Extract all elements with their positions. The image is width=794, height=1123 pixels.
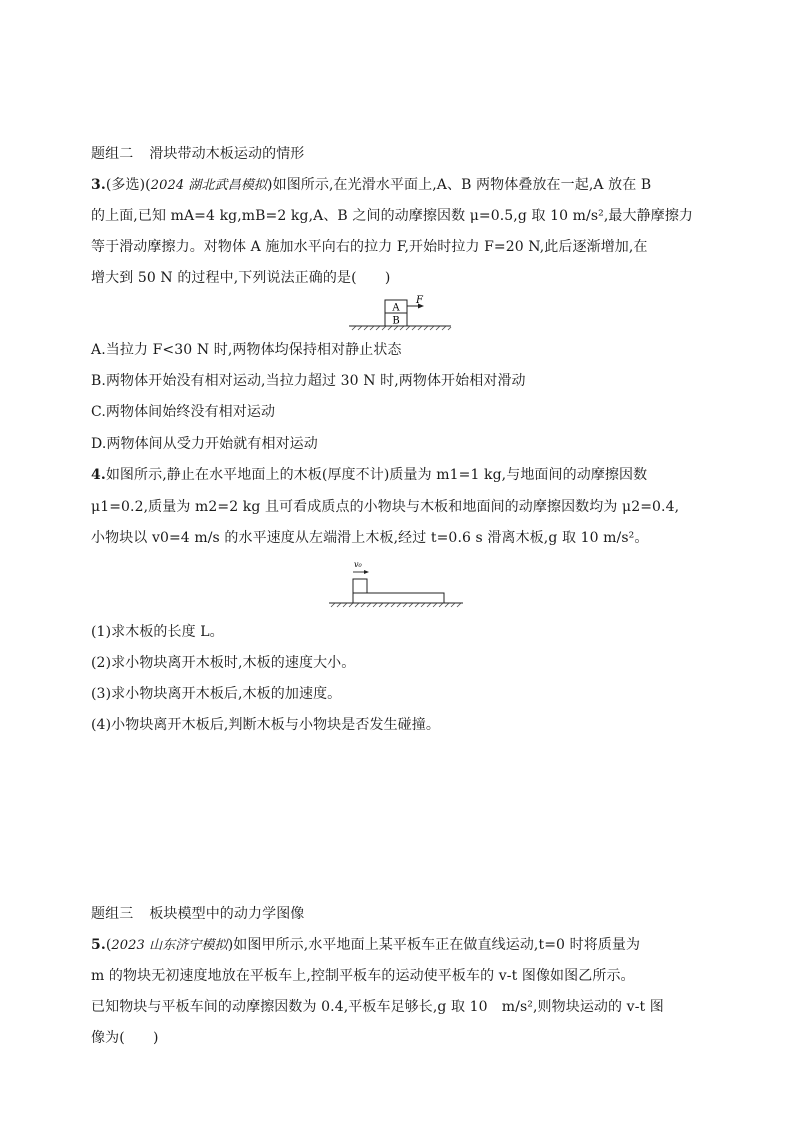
q5-line-1-pre: ( — [105, 937, 112, 953]
q3-line-1-pre: (多选)( — [105, 177, 151, 193]
q5-line-1 — [91, 935, 711, 956]
wooden-board — [353, 593, 444, 603]
q3-option-c: C.两物体间始终没有相对运动 — [91, 404, 276, 420]
section-2-header — [91, 144, 711, 164]
q4-part-3: (3)求小物块离开木板后,木板的加速度。 — [91, 686, 342, 702]
section-2-title: 滑块带动木板运动的情形 — [149, 146, 305, 162]
block-b-label: B — [392, 315, 400, 327]
q3-line-1-post: )如图所示,在光滑水平面上,A、B 两物体叠放在一起,A 放在 B — [267, 177, 652, 193]
q4-line-1-text: 如图所示,静止在水平地面上的木板(厚度不计)质量为 m1=1 kg,与地面间的动摩擦因数 — [105, 467, 648, 483]
q4-part-4: (4)小物块离开木板后,判断木板与小物块是否发生碰撞。 — [91, 717, 440, 733]
section-3-header — [91, 904, 711, 924]
velocity-label: v₀ — [354, 560, 362, 569]
q5-line-2: m 的物块无初速度地放在平板车上,控制平板车的运动使平板车的 v-t 图像如图乙所示。 — [91, 968, 635, 984]
q3-option-d: D.两物体间从受力开始就有相对运动 — [91, 436, 318, 452]
q5-number: 5. — [91, 937, 106, 953]
q5-line-1-post: )如图甲所示,水平地面上某平板车正在做直线运动,t=0 时将质量为 — [227, 937, 641, 953]
q3-line-2: 的上面,已知 mA=4 kg,mB=2 kg,A、B 之间的动摩擦因数 μ=0.5,g 取 10 m/s²,最大静摩擦力 — [91, 208, 694, 224]
section-3-title: 板块模型中的动力学图像 — [149, 906, 305, 922]
q4-line-1 — [91, 465, 711, 485]
q3-source: 2024 湖北武昌模拟 — [150, 178, 268, 193]
q5-line-3: 已知物块与平板车间的动摩擦因数为 0.4,平板车足够长,g 取 10 m/s²,则物块运动的 v-t 图 — [91, 999, 664, 1015]
q3-option-a: A.当拉力 F<30 N 时,两物体均保持相对静止状态 — [91, 342, 402, 358]
q4-line-2: μ1=0.2,质量为 m2=2 kg 且可看成质点的小物块与木板和地面间的动摩擦因数均为 μ2=0.4, — [91, 499, 680, 515]
q3-stacked-blocks-figure — [346, 294, 456, 336]
q4-number: 4. — [91, 467, 106, 483]
force-label: F — [416, 295, 423, 306]
q4-part-2: (2)求小物块离开木板时,木板的速度大小。 — [91, 655, 356, 671]
q4-block-on-board-figure — [326, 557, 466, 611]
q4-line-3: 小物块以 v0=4 m/s 的水平速度从左端滑上木板,经过 t=0.6 s 滑离木板,g 取 10 m/s²。 — [91, 530, 649, 546]
q3-line-1 — [91, 175, 711, 196]
q5-line-4: 像为( ) — [91, 1030, 159, 1046]
q3-option-b: B.两物体开始没有相对运动,当拉力超过 30 N 时,两物体开始相对滑动 — [91, 373, 526, 389]
q3-number: 3. — [91, 177, 106, 193]
q3-line-3: 等于滑动摩擦力。对物体 A 施加水平向右的拉力 F,开始时拉力 F=20 N,此后逐渐增加,在 — [91, 239, 648, 255]
section-3-label: 题组三 — [91, 906, 134, 922]
ground-hatching — [352, 326, 451, 330]
q3-line-4: 增大到 50 N 的过程中,下列说法正确的是( ) — [91, 270, 391, 286]
block-a-label: A — [392, 302, 400, 314]
velocity-arrowhead — [364, 570, 369, 574]
ground-hatching — [331, 603, 461, 607]
q5-source: 2023 山东济宁模拟 — [111, 938, 228, 953]
q4-part-1: (1)求木板的长度 L。 — [91, 624, 224, 640]
section-2-label: 题组二 — [91, 146, 134, 162]
small-block — [353, 579, 367, 593]
